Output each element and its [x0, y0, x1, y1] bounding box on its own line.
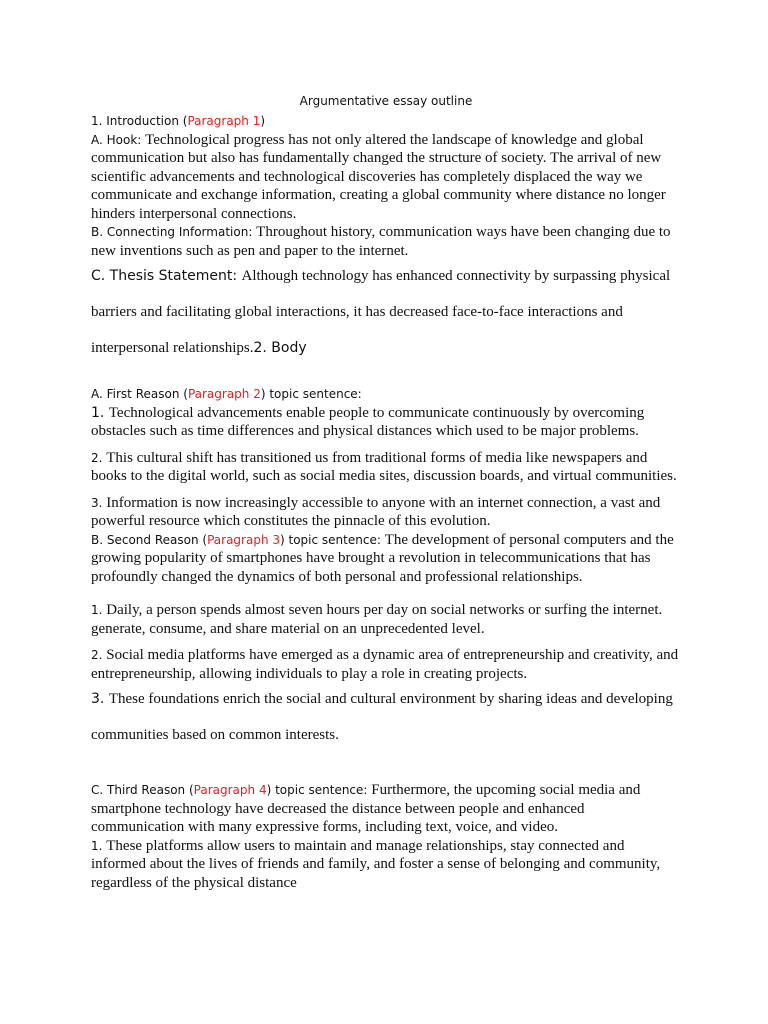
first-item-2-number: 2.: [91, 450, 107, 465]
second-reason-topic: The development of personal computers and the growing popularity of smartphones have brought a revolution in telecommunications that has profoundly changed the dynamics of both personal and professional relationships.: [91, 531, 674, 585]
second-reason-paragraph: [91, 531, 681, 587]
third-reason-close: ) topic sentence:: [266, 783, 372, 797]
second-reason-label: B. Second Reason (: [91, 532, 208, 547]
paragraph-4-ref: Paragraph 4: [193, 783, 267, 797]
connecting-info-paragraph: [91, 223, 681, 260]
document-page: [91, 93, 681, 892]
first-reason-label: A. First Reason (: [91, 387, 188, 401]
connecting-info-label: B. Connecting Information:: [91, 225, 257, 239]
second-reason-item-1: [91, 601, 681, 638]
third-item-1-text: These platforms allow users to maintain and manage relationships, stay connected and informed about the lives of friends and family, and foster a sense of belonging and community, regardless of the physical distance: [91, 837, 661, 891]
second-item-1-text: Daily, a person spends almost seven hours per day on social networks or surfing the internet. generate, consume, and share material on an unprecedented level.: [91, 602, 663, 637]
document-title: Argumentative essay outline: [299, 94, 473, 108]
thesis-label: C. Thesis Statement:: [91, 268, 242, 284]
paragraph-3-ref: Paragraph 3: [207, 532, 280, 547]
third-reason-topic: Furthermore, the upcoming social media and smartphone technology have decreased the distance between people and enhanced communication with many expressive forms, including text, voice, and video.: [91, 782, 641, 835]
hook-label: A. Hook:: [91, 132, 146, 147]
first-item-1-number: 1.: [91, 404, 109, 421]
third-item-1-number: 1.: [91, 838, 107, 853]
body-heading: 2. Body: [253, 340, 307, 356]
introduction-label: 1. Introduction (: [91, 114, 188, 128]
introduction-close: ): [260, 114, 266, 128]
first-reason-item-2: [91, 449, 681, 486]
first-item-1-text: Technological advancements enable people to communicate continuously by overcoming obstacles such as time differences and physical distances which used to be major problems.: [91, 404, 645, 439]
introduction-heading: [91, 113, 681, 131]
paragraph-2-ref: Paragraph 2: [187, 387, 261, 401]
third-reason-item-1: [91, 837, 681, 893]
thesis-paragraph: [91, 258, 681, 366]
thesis-line-1: Although technology has enhanced connectivity by surpassing physical: [241, 268, 671, 284]
second-item-3-line-1: These foundations enrich the social and cultural environment by sharing ideas and developing: [108, 691, 673, 707]
second-item-1-number: 1.: [91, 603, 107, 617]
second-item-2-number: 2.: [91, 648, 107, 662]
hook-paragraph: [91, 131, 681, 224]
first-item-2-text: This cultural shift has transitioned us from traditional forms of media like newspapers and books to the digital world, such as social media sites, discussion boards, and virtual communities.: [91, 449, 677, 484]
second-reason-item-2: [91, 646, 681, 683]
first-item-3-text: Information is now increasingly accessible to anyone with an internet connection, a vast and powerful resource which constitutes the pinnacle of this evolution.: [91, 494, 661, 529]
second-item-3-line-2: communities based on common interests.: [91, 727, 339, 743]
second-reason-close: ) topic sentence:: [280, 532, 385, 547]
second-item-3-number: 3.: [91, 691, 109, 707]
hook-text: Technological progress has not only altered the landscape of knowledge and global communication but also has fundamentally changed the structure of society. The arrival of new scientific advancements and technological discoveries has completely displaced the way we communicate and exchange information, creating a global community where distance no longer hinders interpersonal connections.: [91, 131, 666, 222]
thesis-line-3: interpersonal relationships.: [91, 340, 254, 356]
second-item-2-text: Social media platforms have emerged as a dynamic area of entrepreneurship and creativity, and entrepreneurship, allowing individuals to play a role in creating projects.: [91, 647, 679, 682]
second-reason-item-3: [91, 681, 681, 753]
first-reason-item-3: [91, 494, 681, 531]
first-reason-item-1: [91, 404, 681, 441]
thesis-line-2: barriers and facilitating global interactions, it has decreased face-to-face interactions and: [91, 304, 623, 320]
paragraph-1-ref: Paragraph 1: [187, 114, 261, 128]
first-reason-heading: [91, 386, 681, 404]
first-reason-close: ) topic sentence:: [260, 387, 362, 401]
third-reason-label: C. Third Reason (: [91, 783, 194, 797]
connecting-info-text: Throughout history, communication ways have been changing due to new inventions such as pen and paper to the internet.: [91, 224, 671, 259]
third-reason-paragraph: [91, 781, 681, 837]
first-item-3-number: 3.: [91, 495, 107, 510]
